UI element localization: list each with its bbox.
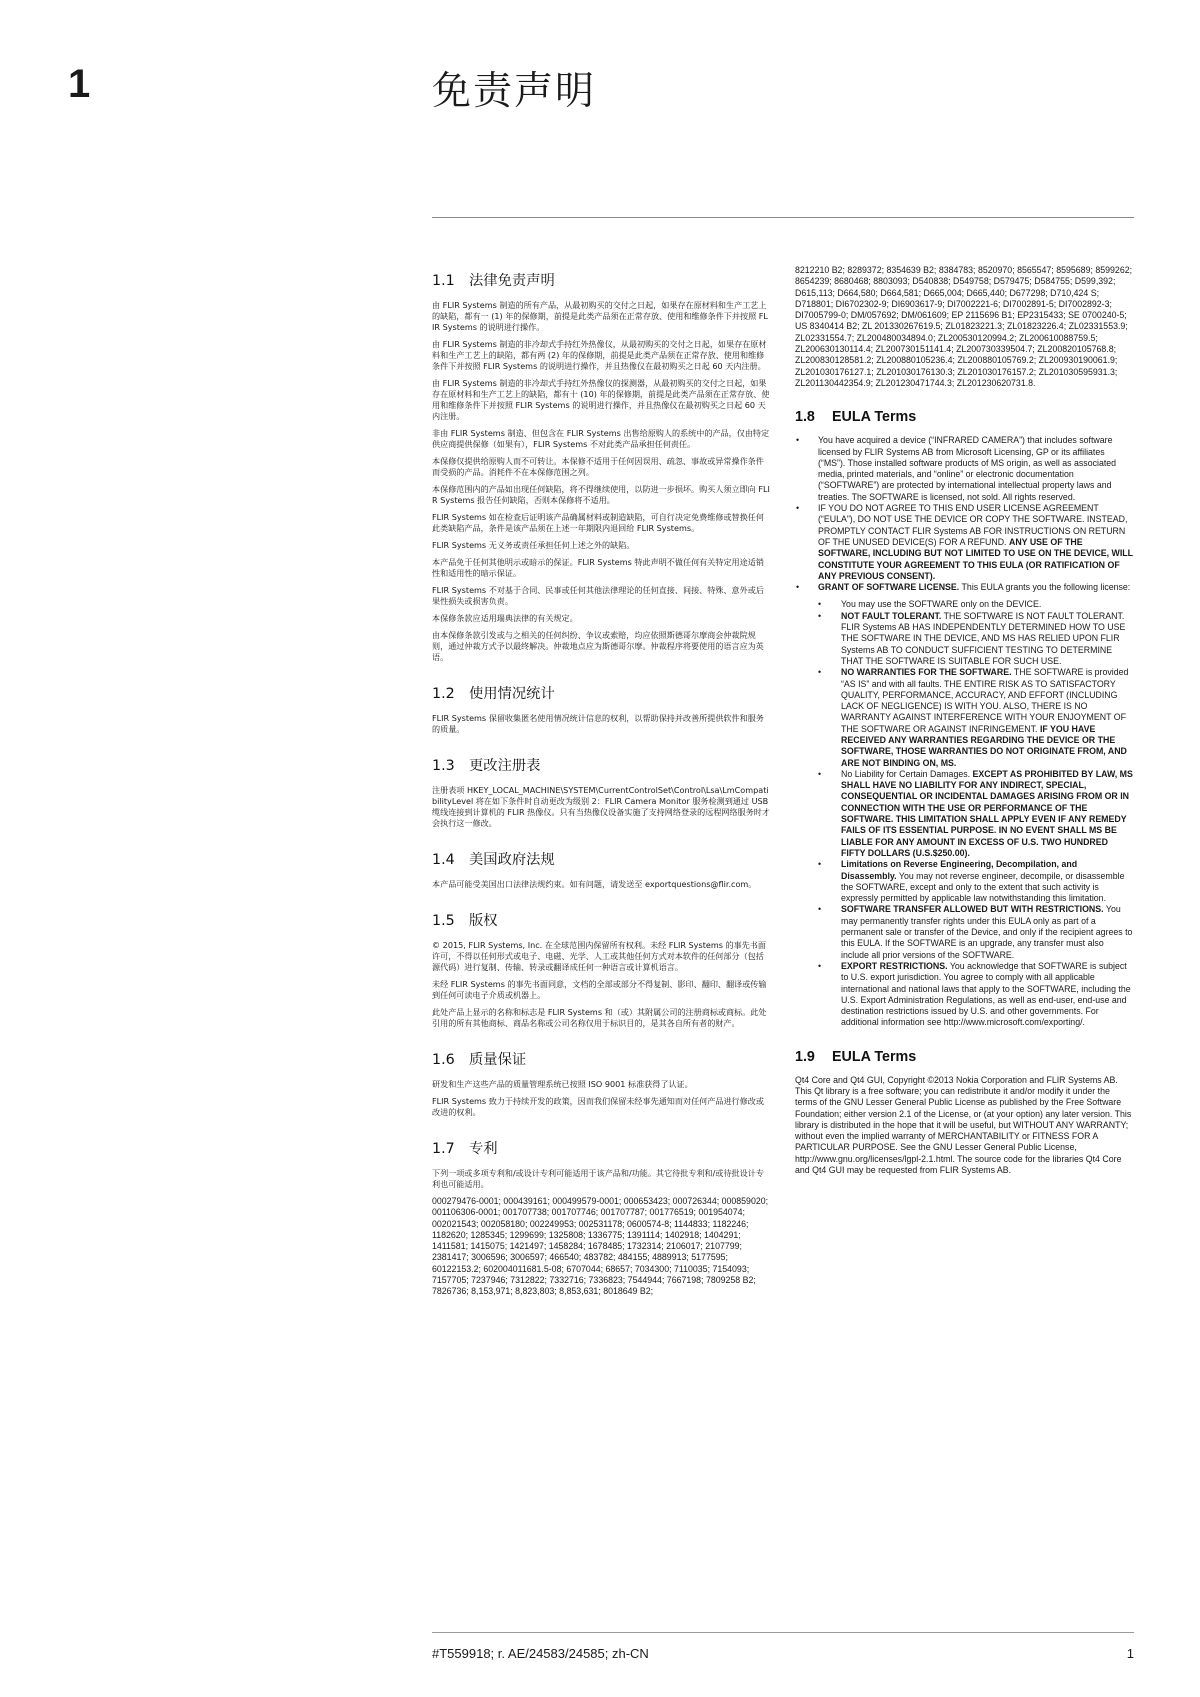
paragraph: 下列一项或多项专利和/或设计专利可能适用于该产品和/功能。其它待批专利和/或待批设计专利也可能适用。 <box>432 1168 764 1189</box>
chapter-title: 免责声明 <box>432 69 597 114</box>
list-item: • Limitations on Reverse Engineering, Decompilation, and Disassembly. You may not reverse engineer, decompile, or disassemble the SOFTWARE, except and only to the extent that such activity is expressly permitted by applicable law notwithstanding this limitation. <box>818 859 1133 904</box>
section-heading: 1.9 EULA Terms <box>795 1048 917 1065</box>
list-item: • No Liability for Certain Damages. EXCEPT AS PROHIBITED BY LAW, MS SHALL HAVE NO LIABILITY FOR ANY INDIRECT, SPECIAL, CONSEQUENTIAL OR INCIDENTAL DAMAGES ARISING FROM OR IN CONNECTION WITH THE USE OR PERFORMANCE OF THE SOFTWARE. THIS LIMITATION SHALL APPLY EVEN IF ANY REMEDY FAILS OF ITS ESSENTIAL PURPOSE. IN NO EVENT SHALL MS BE LIABLE FOR ANY AMOUNT IN EXCESS OF U.S. TWO HUNDRED FIFTY DOLLARS (U.S.$250.00). <box>818 769 1133 859</box>
patent-list: 000279476-0001; 000439161; 000499579-0001; 000653423; 000726344; 000859020; 001106306-0001; 001707738; 001707746; 001707787; 001776519; 001954074; 002021543; 002058180; 002249953; 002531178; 0600574-8; 1144833; 1182246; 1182620; 1285345; 1299699; 1325808; 1336775; 1391114; 1402918; 1404291; 1411581; 1415075; 1421497; 1458284; 1678485; 1732314; 2106017; 2107799; 2381417; 3006596; 3006597; 466540; 483782; 484155; 4889913; 5177595; 60122153.2; 602004011681.5-08; 6707044; 68657; 7034300; 7110035; 7154093; 7157705; 7237946; 7312822; 7332716; 7336823; 7544944; 7667198; 7809258 B2; 7826736; 8,153,971; 8,823,803; 8,853,631; 8018649 B2; <box>432 1196 769 1297</box>
paragraph: Qt4 Core and Qt4 GUI, Copyright ©2013 Nokia Corporation and FLIR Systems AB. This Qt library is a free software; you can redistribute it and/or modify it under the terms of the GNU Lesser General Public License as published by the Free Software Foundation; either version 2.1 of the License, or (at your option) any later version. This library is distributed in the hope that it will be useful, but WITHOUT ANY WARRANTY; without even the implied warranty of MERCHANTABILITY or FITNESS FOR A PARTICULAR PURPOSE. See the GNU Lesser General Public License, http://www.gnu.org/licenses/lgpl-2.1.html. The source code for the libraries Qt4 Core and Qt4 GUI may be requested from FLIR Systems AB. <box>795 1074 1132 1176</box>
title-divider <box>432 217 1134 218</box>
paragraph: 本保修仅提供给原购人而不可转让。本保修不适用于任何因误用、疏忽、事故或异常操作条件而受损的产品。消耗件不在本保修范围之列。 <box>432 456 764 477</box>
paragraph: 本产品可能受美国出口法律法规约束。如有问题，请发送至 exportquestions@flir.com。 <box>432 879 757 889</box>
section-heading: 1.3 更改注册表 <box>432 758 541 774</box>
eula-list <box>795 435 1133 1028</box>
list-item: • NOT FAULT TOLERANT. THE SOFTWARE IS NOT FAULT TOLERANT. FLIR Systems AB HAS INDEPENDENTLY DETERMINED HOW TO USE THE SOFTWARE IN THE DEVICE, AND MS HAS RELIED UPON FLIR Systems AB TO CONDUCT SUFFICIENT TESTING TO DETERMINE THAT THE SOFTWARE IS SUITABLE FOR SUCH USE. <box>818 611 1133 667</box>
section-heading: 1.5 版权 <box>432 913 498 929</box>
list-item: • You may use the SOFTWARE only on the DEVICE. <box>818 599 1133 610</box>
section-heading: 1.8 EULA Terms <box>795 409 917 426</box>
page-number: 1 <box>1126 1646 1134 1661</box>
right-column <box>795 265 1133 1182</box>
license-sublist <box>818 599 1133 1028</box>
list-item: • IF YOU DO NOT AGREE TO THIS END USER LICENSE AGREEMENT (“EULA”), DO NOT USE THE DEVICE OR COPY THE SOFTWARE. INSTEAD, PROMPTLY CONTACT FLIR Systems AB FOR INSTRUCTIONS ON RETURN OF THE UNUSED DEVICE(S) FOR A REFUND. ANY USE OF THE SOFTWARE, INCLUDING BUT NOT LIMITED TO USE ON THE DEVICE, WILL CONSTITUTE YOUR AGREEMENT TO THIS EULA (OR RATIFICATION OF ANY PREVIOUS CONSENT). <box>795 503 1133 582</box>
paragraph: 由 FLIR Systems 制造的所有产品，从最初购买的交付之日起，如果存在原材料和生产工艺上的缺陷，都有一 (1) 年的保修期，前提是此类产品须在正常存放、使用和维修条件下并按照 FLIR Systems 的说明进行操作。 <box>432 300 768 332</box>
section-heading: 1.1 法律免责声明 <box>432 273 555 289</box>
paragraph: 由 FLIR Systems 制造的非冷却式手持红外热像仪，从最初购买的交付之日起，如果存在原材料和生产工艺上的缺陷，都有两 (2) 年的保修期，前提是此类产品须在正常存放、使用和维修条件下并按照 FLIR Systems 的说明进行操作，并且热像仪在最初购买之日起 60 天内注册。 <box>432 339 767 371</box>
paragraph: 此处产品上显示的名称和标志是 FLIR Systems 和（或）其附属公司的注册商标或商标。此处引用的所有其他商标、商品名称或公司名称仅用于标识目的，是其各自所有者的财产。 <box>432 1007 767 1028</box>
paragraph: 研发和生产这些产品的质量管理系统已按照 ISO 9001 标准获得了认证。 <box>432 1079 693 1089</box>
chapter-number: 1 <box>68 62 91 106</box>
list-item: • EXPORT RESTRICTIONS. You acknowledge that SOFTWARE is subject to U.S. export jurisdiction. You agree to comply with all applicable international and national laws that apply to the SOFTWARE, including the U.S. Export Administration Regulations, as well as end-user, end-use and destination restrictions issued by U.S. and other governments. For additional information see http://www.microsoft.com/exporting/. <box>818 961 1133 1029</box>
paragraph: 非由 FLIR Systems 制造、但包含在 FLIR Systems 出售给原购人的系统中的产品，仅由特定供应商提供保修（如果有），FLIR Systems 不对此类产品承担任何责任。 <box>432 428 770 449</box>
list-item: • NO WARRANTIES FOR THE SOFTWARE. THE SOFTWARE is provided “AS IS” and with all faults. THE ENTIRE RISK AS TO SATISFACTORY QUALITY, PERFORMANCE, ACCURACY, AND EFFORT (INCLUDING LACK OF NEGLIGENCE) IS WITH YOU. ALSO, THERE IS NO WARRANTY AGAINST INTERFERENCE WITH YOUR ENJOYMENT OF THE SOFTWARE OR AGAINST INFRINGEMENT. IF YOU HAVE RECEIVED ANY WARRANTIES REGARDING THE DEVICE OR THE SOFTWARE, THOSE WARRANTIES DO NOT ORIGINATE FROM, AND ARE NOT BINDING ON, MS. <box>818 667 1133 769</box>
patent-list: 8212210 B2; 8289372; 8354639 B2; 8384783; 8520970; 8565547; 8595689; 8599262; 8654239; 8680468; 8803093; D540838; D549758; D579475; D584755; D599,392; D615,113; D664,580; D664,581; D665,004; D665,440; D677298; D710,424 S; D718801; DI6702302-9; DI6903617-9; DI7002221-6; DI7002891-5; DI7002892-3; DI7005799-0; DM/057692; DM/061609; EP 2115696 B1; EP2315433; SE 0700240-5; US 8340414 B2; ZL 201330267619.5; ZL01823221.3; ZL01823226.4; ZL02331553.9; ZL02331554.7; ZL200480034894.0; ZL200530120994.2; ZL200610088759.5; ZL200630130114.4; ZL200730151141.4; ZL200730339504.7; ZL200820105768.8; ZL200830128581.2; ZL200880105236.4; ZL200880105769.2; ZL200930190061.9; ZL201030176127.1; ZL201030176130.3; ZL201030176157.2; ZL201030595931.3; ZL201130442354.9; ZL201230471744.3; ZL201230620731.8. <box>795 265 1133 388</box>
list-item: • You have acquired a device (“INFRARED CAMERA”) that includes software licensed by FLIR Systems AB from Microsoft Licensing, GP or its affiliates (“MS”). Those installed software products of MS origin, as well as associated media, printed materials, and “online” or electronic documentation (“SOFTWARE”) are protected by international intellectual property laws and treaties. The SOFTWARE is licensed, not sold. All rights reserved. <box>795 435 1133 503</box>
paragraph: 本产品免于任何其他明示或暗示的保证。FLIR Systems 特此声明不做任何有关特定用途适销性和适用性的暗示保证。 <box>432 557 764 578</box>
paragraph: FLIR Systems 如在检查后证明该产品确属材料或制造缺陷，可自行决定免费维修或替换任何此类缺陷产品，条件是该产品须在上述一年期限内退回给 FLIR Systems。 <box>432 512 764 533</box>
list-item: • GRANT OF SOFTWARE LICENSE. This EULA grants you the following license: • You may use the SOFTWARE only on the DEVICE. • NOT FAULT TOLERANT. THE SOFTWARE IS NOT FAULT TOLERANT. FLIR Systems AB HAS INDEPENDENTLY DETERMINED HOW TO USE THE SOFTWARE IN THE DEVICE, AND MS HAS RELIED UPON FLIR Systems AB TO CONDUCT SUFFICIENT TESTING TO DETERMINE THAT THE SOFTWARE IS SUITABLE FOR SUCH USE. • NO WARRANTIES FOR THE SOFTWARE. THE SOFTWARE is provided “AS IS” and with all faults. THE ENTIRE RISK AS TO SATISFACTORY QUALITY, PERFORMANCE, ACCURACY, AND EFFORT (INCLUDING LACK OF NEGLIGENCE) IS WITH YOU. ALSO, THERE IS NO WARRANTY AGAINST INTERFERENCE WITH YOUR ENJOYMENT OF THE SOFTWARE OR AGAINST INFRINGEMENT. IF YOU HAVE RECEIVED ANY WARRANTIES REGARDING THE DEVICE OR THE SOFTWARE, THOSE WARRANTIES DO NOT ORIGINATE FROM, AND ARE NOT BINDING ON, MS. • No Liability for Certain Damages. EXCEPT AS PROHIBITED BY LAW, MS SHALL HAVE NO LIABILITY FOR ANY INDIRECT, SPECIAL, CONSEQUENTIAL OR INCIDENTAL DAMAGES ARISING FROM OR IN CONNECTION WITH THE USE OR PERFORMANCE OF THE SOFTWARE. THIS LIMITATION SHALL APPLY EVEN IF ANY REMEDY FAILS OF ITS ESSENTIAL PURPOSE. IN NO EVENT SHALL MS BE LIABLE FOR ANY AMOUNT IN EXCESS OF U.S. TWO HUNDRED FIFTY DOLLARS (U.S.$250.00). • Limitations on Reverse Engineering, Decompilation, and Disassembly. You may not reverse engineer, decompile, or disassemble the SOFTWARE, except and only to the extent that such activity is expressly permitted by applicable law notwithstanding this limitation. • SOFTWARE TRANSFER ALLOWED BUT WITH RESTRICTIONS. You may permanently transfer rights under this EULA only as part of a permanent sale or transfer of the Device, and only if the recipient agrees to this EULA. If the SOFTWARE is an upgrade, any transfer must also include all prior versions of the SOFTWARE. • EXPORT RESTRICTIONS. You acknowledge that SOFTWARE is subject to U.S. export jurisdiction. You agree to comply with all applicable international and national laws that apply to the SOFTWARE, including the U.S. Export Administration Regulations, as well as end-user, end-use and destination restrictions issued by U.S. and other governments. For additional information see http://www.microsoft.com/exporting/. <box>795 582 1133 1029</box>
paragraph: FLIR Systems 无义务或责任承担任何上述之外的缺陷。 <box>432 540 635 550</box>
section-heading: 1.7 专利 <box>432 1141 498 1157</box>
paragraph: FLIR Systems 致力于持续开发的政策，因而我们保留未经事先通知而对任何产品进行修改或改进的权利。 <box>432 1096 764 1117</box>
paragraph: 由 FLIR Systems 制造的非冷却式手持红外热像仪的探测器，从最初购买的交付之日起，如果存在原材料和生产工艺上的缺陷，都有十 (10) 年的保修期，前提是此类产品须在正常存放、使用和维修条件下并按照 FLIR Systems 的说明进行操作，并且热像仪在最初购买之日起 60 天内注册。 <box>432 378 770 421</box>
paragraph: 本保修范围内的产品如出现任何缺陷，将不得继续使用，以防进一步损坏。购买人须立即向 FLIR Systems 报告任何缺陷，否则本保修将不适用。 <box>432 484 770 505</box>
paragraph: 注册表项 HKEY_LOCAL_MACHINE\SYSTEM\CurrentControlSet\Control\Lsa\LmCompatibilityLevel 将在如下条件时自动更改为级别 2：FLIR Camera Monitor 服务检测到通过 USB 缆线连接到计算机的 FLIR 热像仪。只有当热像仪设备实施了支持网络登录的远程网络服务时才会执行这一修改。 <box>432 785 770 828</box>
section-heading: 1.4 美国政府法规 <box>432 852 555 868</box>
paragraph: FLIR Systems 不对基于合同、民事或任何其他法律理论的任何直接、间接、特殊、意外或后果性损失或损害负责。 <box>432 585 764 606</box>
list-item: • SOFTWARE TRANSFER ALLOWED BUT WITH RESTRICTIONS. You may permanently transfer rights under this EULA only as part of a permanent sale or transfer of the Device, and only if the recipient agrees to this EULA. If the SOFTWARE is an upgrade, any transfer must also include all prior versions of the SOFTWARE. <box>818 904 1133 960</box>
left-column <box>432 270 770 1298</box>
paragraph: © 2015, FLIR Systems, Inc. 在全球范围内保留所有权利。未经 FLIR Systems 的事先书面许可，不得以任何形式或电子、电磁、光学、人工或其他任何方式对本软件的任何部分（包括源代码）进行复制、传输、转录或翻译成任何一种语言或计算机语言。 <box>432 940 766 972</box>
paragraph: 未经 FLIR Systems 的事先书面同意，文档的全部或部分不得复制、影印、翻印、翻译或传输到任何可读电子介质或机器上。 <box>432 979 767 1000</box>
footer-divider <box>432 1632 1134 1633</box>
paragraph: 由本保修条款引发或与之相关的任何纠纷、争议或索赔，均应依照斯德哥尔摩商会仲裁院规则，通过仲裁方式予以最终解决。仲裁地点应为斯德哥尔摩。仲裁程序将要使用的语言应为英语。 <box>432 630 764 662</box>
section-heading: 1.6 质量保证 <box>432 1052 527 1068</box>
paragraph: FLIR Systems 保留收集匿名使用情况统计信息的权利，以帮助保持并改善所提供软件和服务的质量。 <box>432 713 764 734</box>
footer-document-id: #T559918; r. AE/24583/24585; zh-CN <box>432 1646 649 1661</box>
paragraph: 本保修条款应适用瑞典法律的有关规定。 <box>432 613 578 623</box>
section-heading: 1.2 使用情况统计 <box>432 686 555 702</box>
